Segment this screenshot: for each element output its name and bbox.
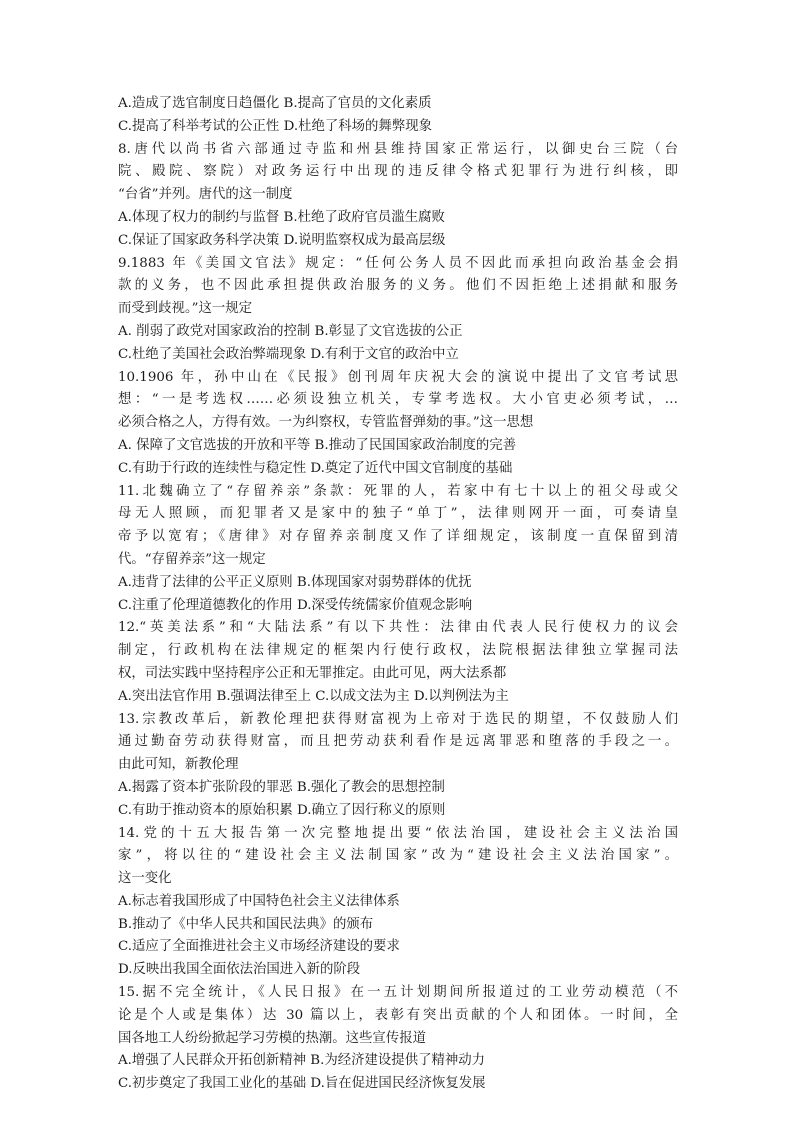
document-page (118, 93, 678, 1096)
text-line: A.突出法官作用 B.强调法律至上 C.以成文法为主 D.以判例法为主 (118, 688, 509, 704)
text-line: 想：“一是考选权……必须设独立机关，专掌考选权。大小官吏必须考试，… (118, 392, 678, 408)
text-line: 权，司法实践中坚持程序公正和无罪推定。由此可见，两大法系都 (118, 665, 507, 681)
text-line: 帝予以宽宥；《唐律》对存留养亲制度又作了详细规定，该制度一直保留到清 (118, 529, 678, 545)
text-line: A.造成了选官制度日趋僵化 B.提高了官员的文化素质 (118, 96, 432, 111)
text-line: A.标志着我国形成了中国特色社会主义法律体系 (118, 893, 400, 909)
text-line: 而受到歧视。”这一规定 (118, 301, 253, 317)
text-line: 院、殿院、察院）对政务运行中出现的违反律令格式犯罪行为进行纠核，即 (118, 164, 678, 180)
text-line: C.保证了国家政务科学决策 D.说明监察权成为最高层级 (118, 232, 446, 248)
text-line: 代。“存留养亲”这一规定 (118, 551, 266, 567)
text-line: A.揭露了资本扩张阶段的罪恶 B.强化了教会的思想控制 (118, 779, 445, 795)
text-line: 10.1906 年，孙中山在《民报》创刊周年庆祝大会的演说中提出了文官考试思 (118, 369, 678, 385)
text-line: C.杜绝了美国社会政治弊端现象 D.有利于文官的政治中立 (118, 346, 459, 362)
text-line: 11.北魏确立了“存留养亲”条款：死罪的人，若家中有七十以上的祖父母或父 (118, 483, 678, 499)
text-line: 9.1883 年《美国文官法》规定：“任何公务人员不因此而承担向政治基金会捐 (118, 255, 678, 271)
text-line: 母无人照顾，而犯罪者又是家中的独子“单丁”，法律则网开一面，可奏请皇 (118, 506, 678, 522)
text-line: C.提高了科举考试的公正性 D.杜绝了科场的舞弊现象 (118, 118, 432, 134)
text-line: 款的义务，也不因此承担提供政治服务的义务。他们不因拒绝上述捐献和服务 (118, 278, 678, 294)
text-line: C.初步奠定了我国工业化的基础 D.旨在促进国民经济恢复发展 (118, 1076, 486, 1092)
text-line: 家”，将以往的“建设社会主义法制国家”改为“建设社会主义法治国家”。 (118, 848, 678, 864)
text-line: 国各地工人纷纷掀起学习劳模的热潮。这些宣传报道 (118, 1030, 426, 1046)
text-line: 8.唐代以尚书省六部通过寺监和州县维持国家正常运行，以御史台三院（台 (118, 141, 678, 157)
text-line: 制定，行政机构在法律规定的框架内行使行政权，法院根据法律独立掌握司法 (118, 643, 678, 659)
text-line: B.推动了《中华人民共和国民法典》的颁布 (118, 916, 374, 932)
text-line: 这一变化 (118, 871, 172, 887)
text-line: 13.宗教改革后，新教伦理把获得财富视为上帝对于选民的期望，不仅鼓励人们 (118, 711, 678, 727)
text-line: C.适应了全面推进社会主义市场经济建设的要求 (118, 939, 400, 955)
text-line: C.有助于行政的连续性与稳定性 D.奠定了近代中国文官制度的基础 (118, 460, 513, 476)
text-line: A.体现了权力的制约与监督 B.杜绝了政府官员滥生腐败 (118, 209, 445, 225)
text-line: 15.据不完全统计，《人民日报》在一五计划期间所报道过的工业劳动模范（不 (118, 985, 678, 1001)
text-line: 14.党的十五大报告第一次完整地提出要“依法治国，建设社会主义法治国 (118, 825, 678, 841)
text-line: A.增强了人民群众开拓创新精神 B.为经济建设提供了精神动力 (118, 1053, 486, 1069)
text-line: 由此可知，新教伦理 (118, 757, 239, 773)
text-line: 12.“英美法系”和“大陆法系”有以下共性：法律由代表人民行使权力的议会 (118, 620, 678, 636)
text-line: C.有助于推动资本的原始积累 D.确立了因行称义的原则 (118, 802, 446, 818)
text-line: “台省”并列。唐代的这一制度 (118, 187, 293, 203)
text-line: 论是个人或是集体）达 30 篇以上，表彰有突出贡献的个人和团体。一时间，全 (118, 1007, 678, 1023)
text-line: 通过勤奋劳动获得财富，而且把劳动获利看作是远离罪恶和堕落的手段之一。 (118, 734, 678, 750)
text-line: D.反映出我国全面依法治国进入新的阶段 (118, 962, 361, 978)
text-line: A. 保障了文官选拔的开放和平等 B.推动了民国国家政治制度的完善 (118, 437, 517, 453)
text-line: C.注重了伦理道德教化的作用 D.深受传统儒家价值观念影响 (118, 597, 473, 613)
text-line: A.违背了法律的公平正义原则 B.体现国家对弱势群体的优抚 (118, 574, 472, 590)
text-line: 必须合格之人，方得有效。一为纠察权，专管监督弹劾的事。”这一思想 (118, 415, 534, 431)
text-line: A. 削弱了政党对国家政治的控制 B.彰显了文官选拔的公正 (118, 323, 463, 339)
